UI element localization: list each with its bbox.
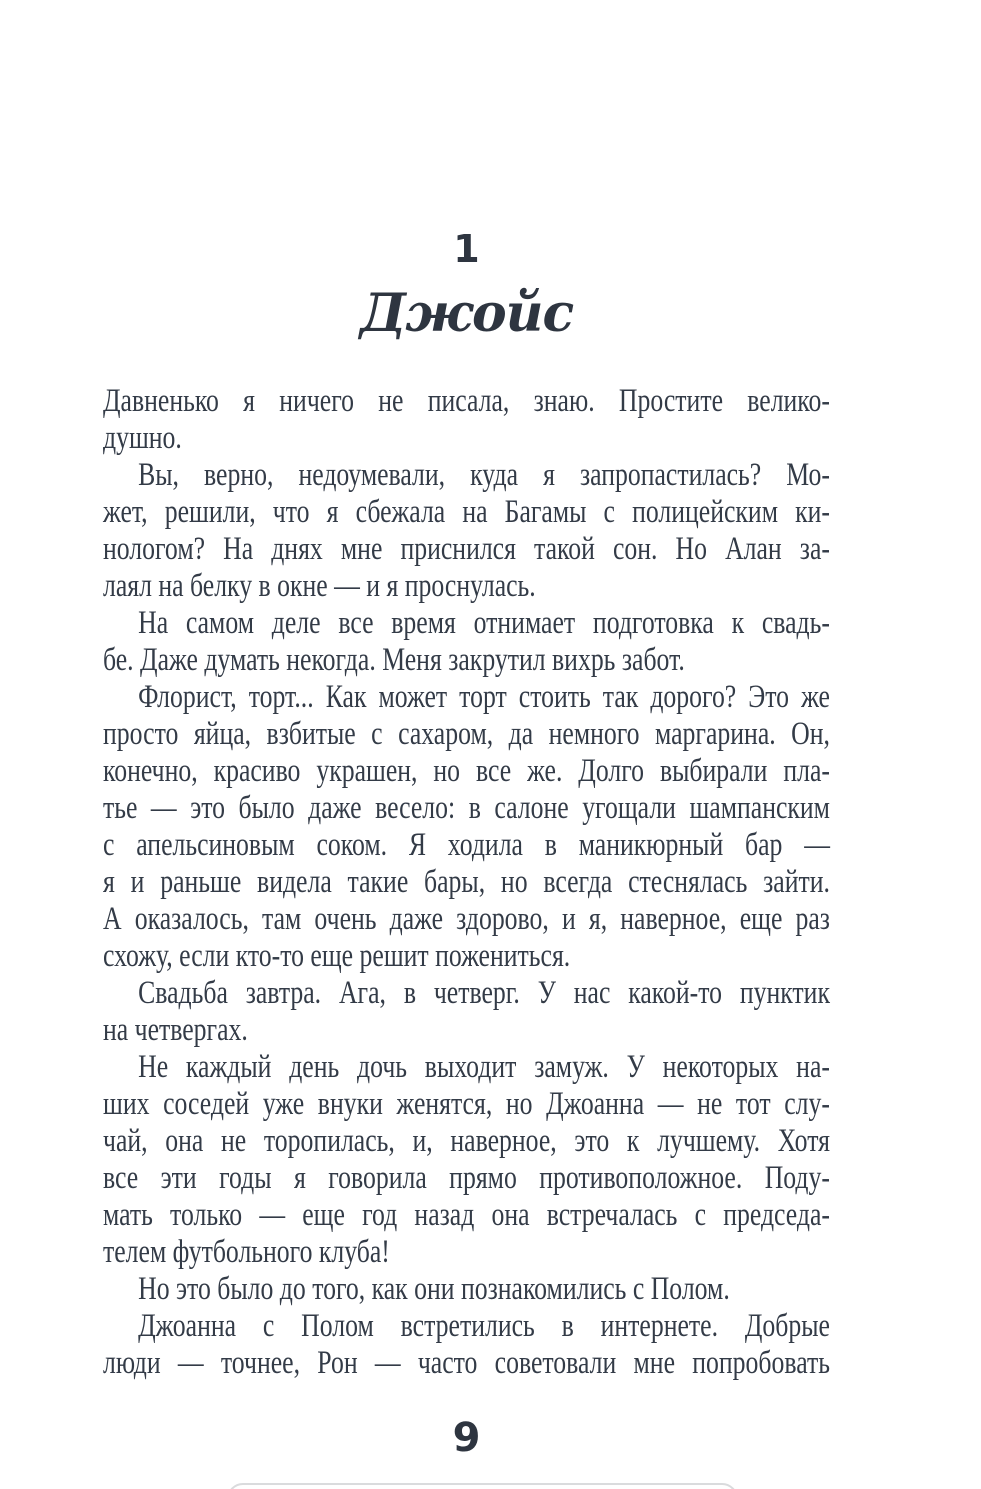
text-line: А оказалось, там очень даже здорово, и я, наверное, еще раз [103, 901, 830, 937]
chapter-title: Джойс [359, 283, 574, 344]
text-line: нологом? На днях мне приснился такой сон. Но Алан за- [103, 531, 830, 567]
text-line: Не каждый день дочь выходит замуж. У некоторых на- [138, 1049, 830, 1085]
text-line: чай, она не торопилась, и, наверное, это к лучшему. Хотя [103, 1123, 830, 1159]
text-line: бе. Даже думать некогда. Меня закрутил вихрь забот. [103, 642, 685, 678]
text-line: Джоанна с Полом встретились в интернете. Добрые [138, 1308, 830, 1344]
text-line: на четвергах. [103, 1012, 248, 1048]
text-line: На самом деле все время отнимает подготовка к свадь- [138, 605, 830, 641]
body-text [103, 383, 830, 1382]
text-line: жет, решили, что я сбежала на Багамы с полицейским ки- [103, 494, 830, 530]
text-line: люди — точнее, Рон — часто советовали мне попробовать [103, 1345, 830, 1381]
text-line: все эти годы я говорила прямо противоположное. Поду- [103, 1160, 830, 1196]
text-line: мать только — еще год назад она встречалась с председа- [103, 1197, 830, 1233]
text-line: Свадьба завтра. Ага, в четверг. У нас какой-то пунктик [138, 975, 830, 1011]
text-line: Но это было до того, как они познакомились с Полом. [138, 1271, 730, 1307]
text-line: телем футбольного клуба! [103, 1234, 390, 1270]
text-line: конечно, красиво украшен, но все же. Долго выбирали пла- [103, 753, 830, 789]
text-line: душно. [103, 420, 182, 456]
chapter-number: 1 [453, 227, 480, 271]
text-line: Давненько я ничего не писала, знаю. Простите велико- [103, 383, 830, 419]
bottom-toolbar[interactable] [227, 1483, 738, 1489]
page-number: 9 [452, 1415, 481, 1461]
text-line: тье — это было даже весело: в салоне угощали шампанским [103, 790, 830, 826]
text-line: лаял на белку в окне — и я проснулась. [103, 568, 536, 604]
text-line: Вы, верно, недоумевали, куда я запропастилась? Мо- [138, 457, 830, 493]
text-line: Флорист, торт... Как может торт стоить так дорого? Это же [138, 679, 830, 715]
text-line: я и раньше видела такие бары, но всегда стеснялась зайти. [103, 864, 830, 900]
text-line: с апельсиновым соком. Я ходила в маникюрный бар — [103, 827, 830, 863]
text-line: просто яйца, взбитые с сахаром, да немного маргарина. Он, [103, 716, 830, 752]
text-line: ших соседей уже внуки женятся, но Джоанна — не тот слу- [103, 1086, 830, 1122]
text-line: схожу, если кто-то еще решит пожениться. [103, 938, 571, 974]
